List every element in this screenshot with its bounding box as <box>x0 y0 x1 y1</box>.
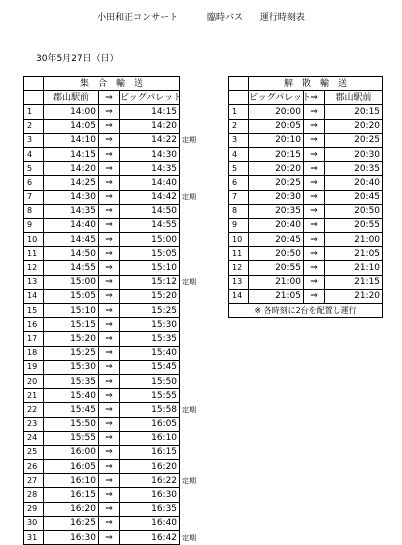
row-number: 23 <box>24 417 44 431</box>
departure-time: 14:10 <box>44 133 99 147</box>
column-blank <box>229 91 249 105</box>
arrow-icon: ⇒ <box>99 289 120 303</box>
gathering-header: 集 合 輸 送 <box>44 77 180 91</box>
table-row <box>24 516 219 530</box>
row-number: 18 <box>24 346 44 360</box>
column-from: 郡山駅前 <box>44 91 99 105</box>
arrival-time: 14:22 <box>120 133 180 147</box>
arrow-icon: ⇒ <box>304 119 325 133</box>
arrow-icon: ⇒ <box>304 261 325 275</box>
departure-time: 16:05 <box>44 460 99 474</box>
arrival-time: 16:10 <box>120 431 180 445</box>
arrival-time: 20:25 <box>325 133 383 147</box>
row-number: 4 <box>229 147 249 161</box>
gathering-column-row <box>24 91 219 105</box>
departure-time: 14:15 <box>44 147 99 161</box>
arrival-time: 15:50 <box>120 374 180 388</box>
arrival-time: 20:35 <box>325 162 383 176</box>
arrow-icon: ⇒ <box>99 374 120 388</box>
arrival-time: 21:15 <box>325 275 383 289</box>
arrival-time: 15:20 <box>120 289 180 303</box>
table-row <box>24 261 219 275</box>
arrow-icon: ⇒ <box>99 488 120 502</box>
arrow-icon: ⇒ <box>99 431 120 445</box>
arrow-icon: ⇒ <box>304 275 325 289</box>
departure-time: 20:10 <box>249 133 304 147</box>
row-note <box>180 105 219 119</box>
departure-time: 20:50 <box>249 247 304 261</box>
row-note <box>180 431 219 445</box>
row-number: 13 <box>229 275 249 289</box>
table-row <box>24 389 219 403</box>
arrow-icon: ⇒ <box>99 516 120 530</box>
row-note <box>180 502 219 516</box>
title-timetable: 運行時刻表 <box>259 13 305 23</box>
arrow-icon: ⇒ <box>304 105 325 119</box>
arrow-icon: ⇒ <box>304 233 325 247</box>
row-note <box>180 204 219 218</box>
row-note: 定期 <box>182 533 197 542</box>
row-note <box>180 332 219 346</box>
departure-time: 15:30 <box>44 360 99 374</box>
dispersal-header-row <box>229 77 383 91</box>
arrival-time: 15:10 <box>120 261 180 275</box>
table-row <box>229 162 383 176</box>
departure-time: 21:00 <box>249 275 304 289</box>
arrival-time: 20:15 <box>325 105 383 119</box>
arrival-time: 21:20 <box>325 289 383 303</box>
row-number: 5 <box>229 162 249 176</box>
row-number: 24 <box>24 431 44 445</box>
departure-time: 20:00 <box>249 105 304 119</box>
row-note <box>180 374 219 388</box>
row-number: 2 <box>24 119 44 133</box>
table-row <box>24 332 219 346</box>
table-row <box>229 261 383 275</box>
departure-time: 20:55 <box>249 261 304 275</box>
arrow-icon: ⇒ <box>99 346 120 360</box>
row-number: 16 <box>24 318 44 332</box>
row-note <box>180 233 219 247</box>
arrival-time: 15:00 <box>120 233 180 247</box>
arrow-icon: ⇒ <box>99 403 120 417</box>
row-number: 6 <box>24 176 44 190</box>
row-number: 8 <box>24 204 44 218</box>
arrival-time: 20:20 <box>325 119 383 133</box>
departure-time: 14:00 <box>44 105 99 119</box>
arrow-icon: ⇒ <box>304 91 325 105</box>
table-row <box>24 318 219 332</box>
row-note: 定期 <box>182 476 197 485</box>
arrow-icon: ⇒ <box>304 147 325 161</box>
row-number: 29 <box>24 502 44 516</box>
table-row <box>24 133 219 147</box>
table-row <box>24 204 219 218</box>
column-from: ビッグパレット <box>249 91 304 105</box>
row-number: 9 <box>24 218 44 232</box>
arrival-time: 21:00 <box>325 233 383 247</box>
departure-time: 16:15 <box>44 488 99 502</box>
table-row <box>24 460 219 474</box>
arrival-time: 15:05 <box>120 247 180 261</box>
arrival-time: 20:30 <box>325 147 383 161</box>
arrival-time: 15:45 <box>120 360 180 374</box>
departure-time: 20:45 <box>249 233 304 247</box>
table-row <box>24 374 219 388</box>
row-number: 14 <box>24 289 44 303</box>
table-row <box>229 190 383 204</box>
title-event: 小田和正コンサート <box>97 13 179 23</box>
arrow-icon: ⇒ <box>304 204 325 218</box>
row-number: 21 <box>24 389 44 403</box>
row-number: 6 <box>229 176 249 190</box>
row-note: 定期 <box>182 405 197 414</box>
departure-time: 14:25 <box>44 176 99 190</box>
arrow-icon: ⇒ <box>304 162 325 176</box>
departure-time: 16:20 <box>44 502 99 516</box>
arrival-time: 20:50 <box>325 204 383 218</box>
arrow-icon: ⇒ <box>304 190 325 204</box>
table-row <box>24 474 219 488</box>
row-note <box>180 162 219 176</box>
row-note <box>180 261 219 275</box>
row-number: 31 <box>24 531 44 545</box>
arrival-time: 14:50 <box>120 204 180 218</box>
table-row <box>24 190 219 204</box>
departure-time: 15:10 <box>44 304 99 318</box>
arrival-time: 14:42 <box>120 190 180 204</box>
gathering-header-row <box>24 77 219 91</box>
arrow-icon: ⇒ <box>99 318 120 332</box>
departure-time: 20:35 <box>249 204 304 218</box>
arrow-icon: ⇒ <box>99 460 120 474</box>
arrow-icon: ⇒ <box>304 133 325 147</box>
departure-time: 15:40 <box>44 389 99 403</box>
footnote: ※ 各時刻に2台を配置し運行 <box>229 304 383 318</box>
departure-time: 16:25 <box>44 516 99 530</box>
row-number: 17 <box>24 332 44 346</box>
row-number: 3 <box>24 133 44 147</box>
departure-time: 20:15 <box>249 147 304 161</box>
departure-time: 14:50 <box>44 247 99 261</box>
table-row <box>229 233 383 247</box>
row-note: 定期 <box>182 278 197 287</box>
row-number: 19 <box>24 360 44 374</box>
table-row <box>24 218 219 232</box>
arrival-time: 21:05 <box>325 247 383 261</box>
row-number: 9 <box>229 218 249 232</box>
dispersal-header: 解 散 輸 送 <box>249 77 383 91</box>
arrow-icon: ⇒ <box>99 332 120 346</box>
table-row <box>24 233 219 247</box>
row-note <box>180 218 219 232</box>
departure-time: 14:45 <box>44 233 99 247</box>
arrival-time: 16:22 <box>120 474 180 488</box>
departure-time: 16:10 <box>44 474 99 488</box>
departure-time: 15:15 <box>44 318 99 332</box>
arrival-time: 16:20 <box>120 460 180 474</box>
table-row <box>229 176 383 190</box>
table-row <box>229 119 383 133</box>
arrow-icon: ⇒ <box>304 218 325 232</box>
row-note <box>180 304 219 318</box>
row-number: 11 <box>24 247 44 261</box>
row-number: 25 <box>24 445 44 459</box>
table-row <box>229 105 383 119</box>
arrival-time: 15:35 <box>120 332 180 346</box>
arrival-time: 14:35 <box>120 162 180 176</box>
arrival-time: 16:15 <box>120 445 180 459</box>
table-row <box>24 488 219 502</box>
row-number: 1 <box>24 105 44 119</box>
departure-time: 20:05 <box>249 119 304 133</box>
row-note: 定期 <box>182 193 197 202</box>
arrow-icon: ⇒ <box>99 417 120 431</box>
arrival-time: 16:42 <box>120 531 180 545</box>
table-row <box>229 133 383 147</box>
arrival-time: 15:25 <box>120 304 180 318</box>
row-number: 7 <box>229 190 249 204</box>
table-row <box>24 176 219 190</box>
header-blank <box>229 77 249 91</box>
departure-time: 14:30 <box>44 190 99 204</box>
arrow-icon: ⇒ <box>99 275 120 289</box>
document-title <box>0 10 402 23</box>
departure-time: 15:45 <box>44 403 99 417</box>
arrow-icon: ⇒ <box>99 304 120 318</box>
dispersal-column-row <box>229 91 383 105</box>
column-to: 郡山駅前 <box>325 91 383 105</box>
departure-time: 15:00 <box>44 275 99 289</box>
arrival-time: 15:58 <box>120 403 180 417</box>
departure-time: 15:25 <box>44 346 99 360</box>
row-note <box>180 389 219 403</box>
arrow-icon: ⇒ <box>99 176 120 190</box>
table-row <box>24 147 219 161</box>
row-note <box>180 318 219 332</box>
arrow-icon: ⇒ <box>99 261 120 275</box>
arrow-icon: ⇒ <box>99 119 120 133</box>
row-note <box>180 516 219 530</box>
row-number: 20 <box>24 374 44 388</box>
arrival-time: 14:15 <box>120 105 180 119</box>
header-blank <box>24 77 44 91</box>
table-row <box>24 445 219 459</box>
table-row <box>24 162 219 176</box>
row-number: 27 <box>24 474 44 488</box>
departure-time: 14:20 <box>44 162 99 176</box>
table-row <box>24 502 219 516</box>
table-row <box>24 247 219 261</box>
table-row <box>24 360 219 374</box>
table-row <box>229 204 383 218</box>
arrow-icon: ⇒ <box>99 133 120 147</box>
row-note <box>180 119 219 133</box>
table-row <box>24 403 219 417</box>
row-note <box>180 417 219 431</box>
row-number: 28 <box>24 488 44 502</box>
row-number: 1 <box>229 105 249 119</box>
column-blank <box>24 91 44 105</box>
departure-time: 14:40 <box>44 218 99 232</box>
arrival-time: 21:10 <box>325 261 383 275</box>
row-number: 30 <box>24 516 44 530</box>
row-note <box>180 445 219 459</box>
table-row <box>229 147 383 161</box>
departure-time: 15:05 <box>44 289 99 303</box>
row-note <box>180 360 219 374</box>
row-number: 26 <box>24 460 44 474</box>
departure-time: 20:20 <box>249 162 304 176</box>
row-number: 13 <box>24 275 44 289</box>
arrow-icon: ⇒ <box>99 190 120 204</box>
arrow-icon: ⇒ <box>99 233 120 247</box>
table-row <box>229 218 383 232</box>
row-number: 3 <box>229 133 249 147</box>
row-number: 15 <box>24 304 44 318</box>
column-to: ビッグパレット <box>120 91 180 105</box>
row-note <box>180 488 219 502</box>
gathering-timetable <box>23 76 219 545</box>
arrival-time: 14:40 <box>120 176 180 190</box>
arrow-icon: ⇒ <box>99 531 120 545</box>
arrival-time: 14:20 <box>120 119 180 133</box>
departure-time: 21:05 <box>249 289 304 303</box>
arrival-time: 16:05 <box>120 417 180 431</box>
arrival-time: 20:40 <box>325 176 383 190</box>
departure-time: 14:05 <box>44 119 99 133</box>
arrow-icon: ⇒ <box>99 502 120 516</box>
row-note <box>180 289 219 303</box>
table-row <box>24 431 219 445</box>
arrow-icon: ⇒ <box>99 105 120 119</box>
table-row <box>229 275 383 289</box>
arrival-time: 15:12 <box>120 275 180 289</box>
arrow-icon: ⇒ <box>304 289 325 303</box>
departure-time: 20:30 <box>249 190 304 204</box>
title-bus: 臨時バス <box>206 13 243 23</box>
arrow-icon: ⇒ <box>99 204 120 218</box>
row-number: 10 <box>229 233 249 247</box>
table-row <box>24 119 219 133</box>
row-number: 4 <box>24 147 44 161</box>
table-row <box>24 417 219 431</box>
arrival-time: 16:30 <box>120 488 180 502</box>
table-row <box>24 346 219 360</box>
arrow-icon: ⇒ <box>99 360 120 374</box>
row-note <box>180 247 219 261</box>
row-note <box>180 346 219 360</box>
table-row <box>24 304 219 318</box>
departure-time: 20:25 <box>249 176 304 190</box>
row-number: 12 <box>229 261 249 275</box>
departure-time: 20:40 <box>249 218 304 232</box>
row-number: 5 <box>24 162 44 176</box>
table-row <box>24 289 219 303</box>
row-number: 2 <box>229 119 249 133</box>
dispersal-timetable <box>228 76 383 318</box>
arrival-time: 15:30 <box>120 318 180 332</box>
arrow-icon: ⇒ <box>99 389 120 403</box>
arrival-time: 16:40 <box>120 516 180 530</box>
table-row <box>229 289 383 303</box>
table-row <box>24 105 219 119</box>
footnote-row <box>229 304 383 318</box>
arrow-icon: ⇒ <box>99 147 120 161</box>
table-row <box>24 531 219 545</box>
arrow-icon: ⇒ <box>304 176 325 190</box>
row-number: 11 <box>229 247 249 261</box>
departure-time: 16:30 <box>44 531 99 545</box>
arrival-time: 20:55 <box>325 218 383 232</box>
arrival-time: 14:30 <box>120 147 180 161</box>
row-note <box>180 147 219 161</box>
arrow-icon: ⇒ <box>99 91 120 105</box>
row-number: 10 <box>24 233 44 247</box>
departure-time: 15:35 <box>44 374 99 388</box>
row-number: 22 <box>24 403 44 417</box>
arrival-time: 16:35 <box>120 502 180 516</box>
arrow-icon: ⇒ <box>99 474 120 488</box>
service-date: 30年5月27日（日） <box>36 54 119 64</box>
row-number: 8 <box>229 204 249 218</box>
departure-time: 16:00 <box>44 445 99 459</box>
row-note <box>180 176 219 190</box>
arrow-icon: ⇒ <box>99 445 120 459</box>
row-number: 7 <box>24 190 44 204</box>
departure-time: 15:55 <box>44 431 99 445</box>
arrow-icon: ⇒ <box>99 247 120 261</box>
table-row <box>24 275 219 289</box>
departure-time: 15:50 <box>44 417 99 431</box>
arrival-time: 14:55 <box>120 218 180 232</box>
table-row <box>229 247 383 261</box>
departure-time: 15:20 <box>44 332 99 346</box>
arrow-icon: ⇒ <box>304 247 325 261</box>
row-note <box>180 460 219 474</box>
row-number: 14 <box>229 289 249 303</box>
arrival-time: 15:40 <box>120 346 180 360</box>
departure-time: 14:35 <box>44 204 99 218</box>
arrow-icon: ⇒ <box>99 218 120 232</box>
arrival-time: 15:55 <box>120 389 180 403</box>
departure-time: 14:55 <box>44 261 99 275</box>
arrow-icon: ⇒ <box>99 162 120 176</box>
row-note: 定期 <box>182 136 197 145</box>
arrival-time: 20:45 <box>325 190 383 204</box>
row-number: 12 <box>24 261 44 275</box>
